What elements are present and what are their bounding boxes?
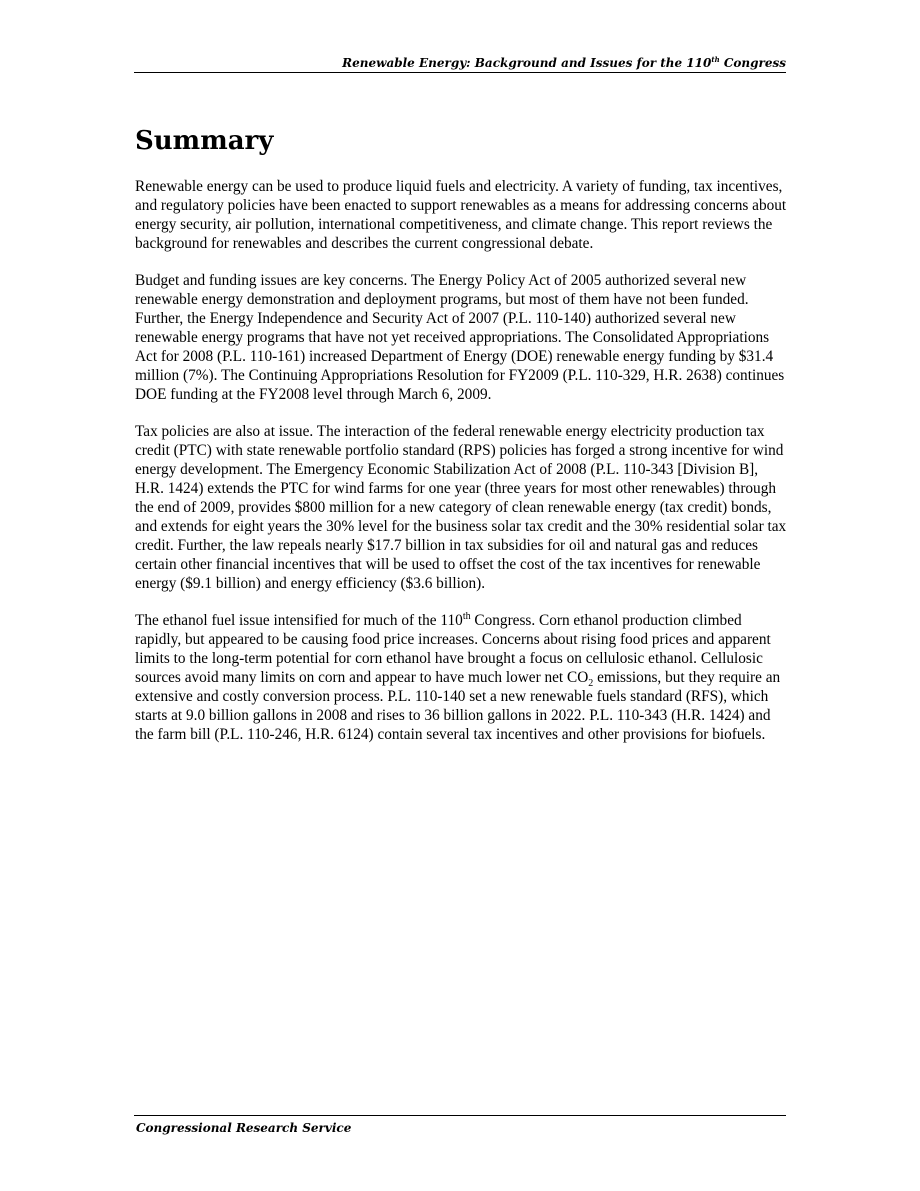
footer-divider [134,1115,786,1116]
page-title: Summary [135,126,274,156]
running-footer: Congressional Research Service [136,1121,352,1135]
co2-subscript: 2 [588,678,594,690]
header-title-superscript: th [711,55,720,64]
ethanol-superscript: th [462,610,471,622]
paragraph-tax: Tax policies are also at issue. The interaction of the federal renewable energy electricity production tax credit (PTC) with state renewable portfolio standard (RPS) policies has forged a strong incentive for wind energy development. The Emergency Economic Stabilization Act of 2008 (P.L. 110-343 [Division B], H.R. 1424) extends the PTC for wind farms for one year (three years for most other renewables) through the end of 2009, provides $800 million for a new category of clean renewable energy (tax credit) bonds, and extends for eight years the 30% level for the business solar tax credit and the 30% residential solar tax credit. Further, the law repeals nearly $17.7 billion in tax subsidies for oil and natural gas and reduces certain other financial incentives that will be used to offset the cost of the tax incentives for renewable energy ($9.1 billion) and energy efficiency ($3.6 billion). [135,423,787,592]
header-divider [134,72,786,73]
header-title-main: Renewable Energy: Background and Issues for the 110 [342,56,712,70]
ethanol-text-part3: emissions, but they require an extensive and costly conversion process. P.L. 110-140 set a new renewable fuels standard (RFS), which starts at 9.0 billion gallons in 2008 and rises to 36 billion gallons in 2022. P.L. 110-343 (H.R. 1424) and the farm bill (P.L. 110-246, H.R. 6124) contain several tax incentives and other provisions for biofuels. [135,669,781,743]
summary-body [135,177,787,762]
running-header [134,55,786,71]
paragraph-ethanol [135,611,787,744]
paragraph-intro: Renewable energy can be used to produce liquid fuels and electricity. A variety of funding, tax incentives, and regulatory policies have been enacted to support renewables as a means for addressing concerns about energy security, air pollution, international competitiveness, and climate change. This report reviews the background for renewables and describes the current congressional debate. [135,178,787,252]
ethanol-text-part1: The ethanol fuel issue intensified for much of the 110 [135,612,463,629]
ethanol-text-part2: Congress. Corn ethanol production climbed rapidly, but appeared to be causing food price increases. Concerns about rising food prices and apparent limits to the long-term potential for corn ethanol have brought a focus on cellulosic ethanol. Cellulosic sources avoid many limits on corn and appear to have much lower net CO [135,612,771,686]
header-title-end: Congress [719,56,786,70]
paragraph-budget: Budget and funding issues are key concerns. The Energy Policy Act of 2005 authorized several new renewable energy demonstration and deployment programs, but most of them have not been funded. Further, the Energy Independence and Security Act of 2007 (P.L. 110-140) authorized several new renewable energy programs that have not yet received appropriations. The Consolidated Appropriations Act for 2008 (P.L. 110-161) increased Department of Energy (DOE) renewable energy funding by $31.4 million (7%). The Continuing Appropriations Resolution for FY2009 (P.L. 110-329, H.R. 2638) continues DOE funding at the FY2008 level through March 6, 2009. [135,272,785,403]
